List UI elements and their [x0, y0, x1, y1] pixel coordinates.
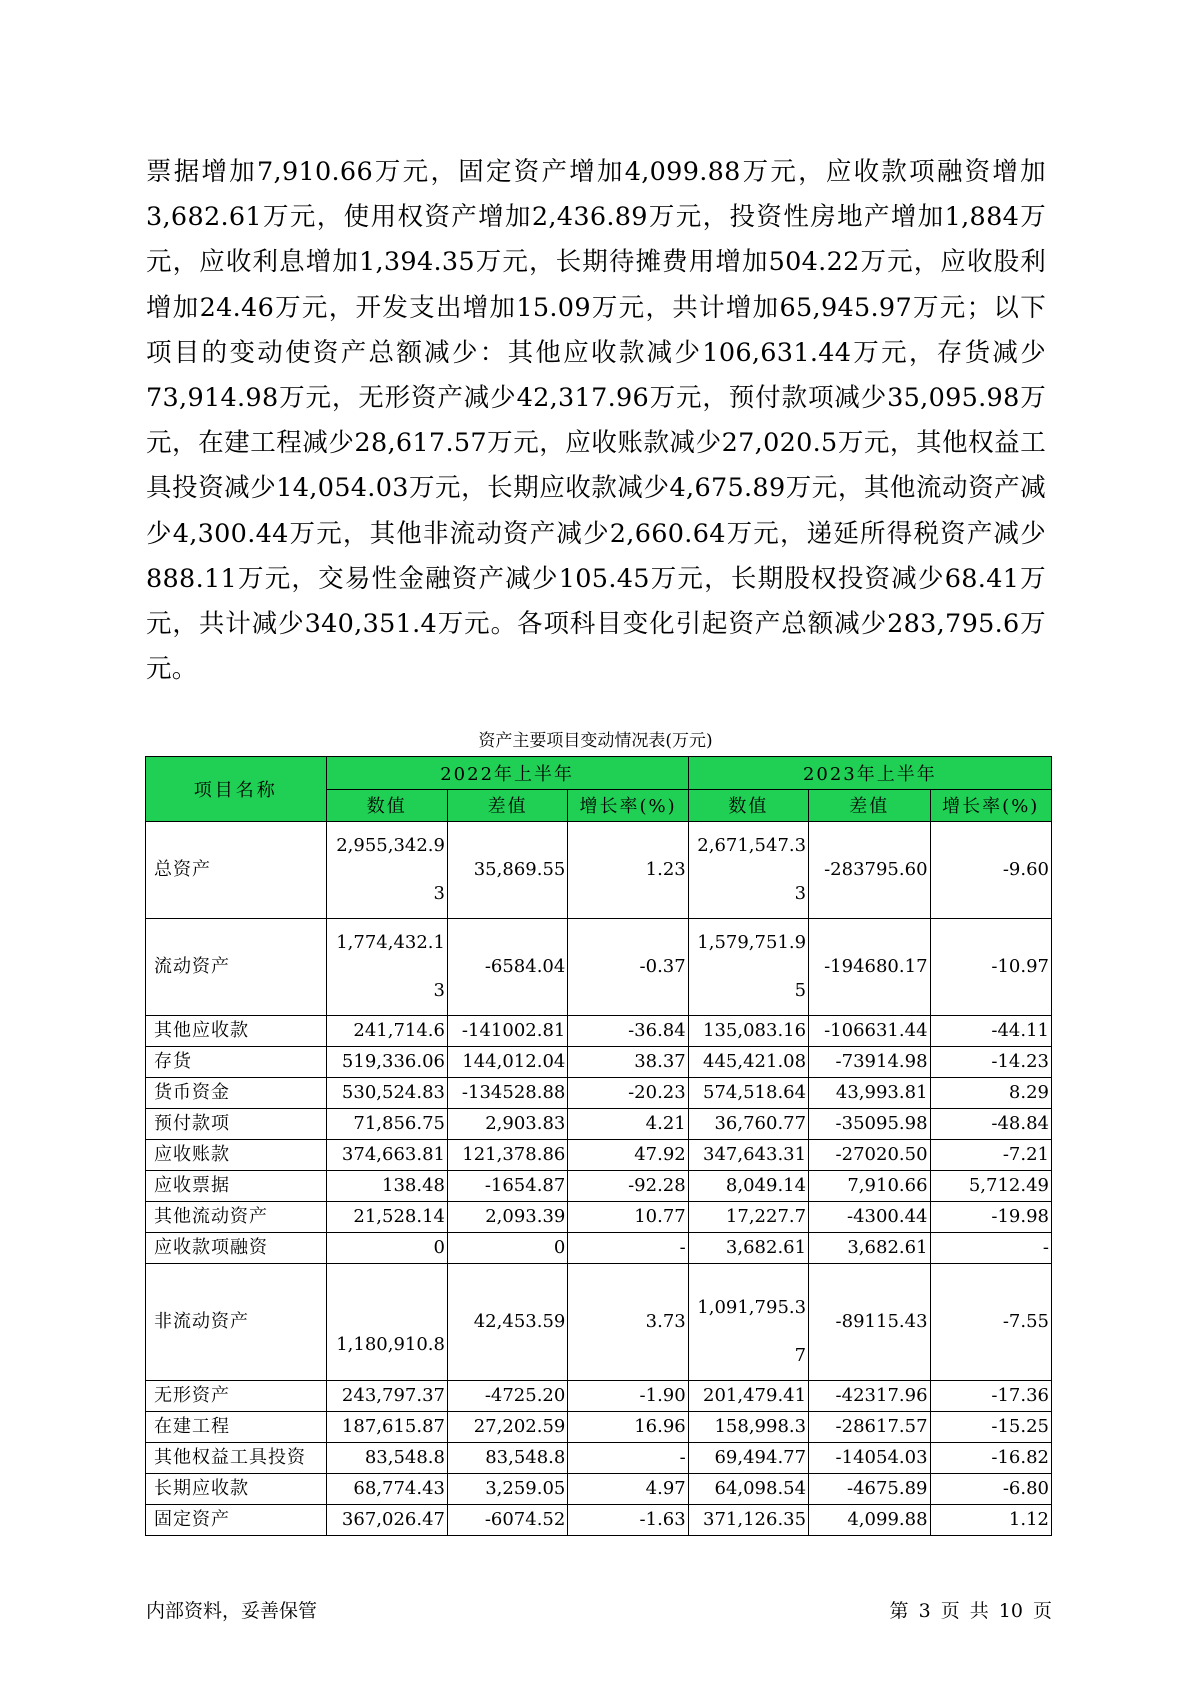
value-2023: 158,998.3: [688, 1412, 808, 1443]
growth-2023: -9.60: [930, 822, 1051, 919]
growth-2022: -0.37: [568, 919, 688, 1016]
diff-2023: -28617.57: [809, 1412, 930, 1443]
row-label: 流动资产: [146, 919, 327, 1016]
value-2022: 21,528.14: [326, 1202, 447, 1233]
diff-2022: 83,548.8: [447, 1443, 567, 1474]
value-2023: 445,421.08: [688, 1047, 808, 1078]
diff-2023: -14054.03: [809, 1443, 930, 1474]
diff-2022: 0: [447, 1233, 567, 1264]
growth-2023: -: [930, 1233, 1051, 1264]
growth-2022: -20.23: [568, 1078, 688, 1109]
growth-2022: -36.84: [568, 1016, 688, 1047]
growth-2023: -6.80: [930, 1474, 1051, 1505]
diff-2022: -141002.81: [447, 1016, 567, 1047]
header-growth: 增长率(%): [568, 789, 688, 822]
growth-2022: -: [568, 1443, 688, 1474]
table-caption: 资产主要项目变动情况表(万元): [478, 731, 713, 751]
diff-2022: 42,453.59: [447, 1264, 567, 1381]
diff-2023: -89115.43: [809, 1264, 930, 1381]
value-2023: 36,760.77: [688, 1109, 808, 1140]
value-2023: 201,479.41: [688, 1381, 808, 1412]
table-row: [146, 1140, 1052, 1171]
table-row: [146, 1381, 1052, 1412]
growth-2022: -: [568, 1233, 688, 1264]
diff-2023: -106631.44: [809, 1016, 930, 1047]
value-2022: 68,774.43: [326, 1474, 447, 1505]
value-2023: 371,126.35: [688, 1505, 808, 1536]
table-header: [146, 757, 1052, 822]
value-2022: 530,524.83: [326, 1078, 447, 1109]
growth-2023: -48.84: [930, 1109, 1051, 1140]
value-2023: 2,671,547.33: [688, 822, 808, 919]
table-row: [146, 1078, 1052, 1109]
growth-2022: 3.73: [568, 1264, 688, 1381]
growth-2022: 38.37: [568, 1047, 688, 1078]
growth-2023: 8.29: [930, 1078, 1051, 1109]
row-label: 总资产: [146, 822, 327, 919]
growth-2023: -14.23: [930, 1047, 1051, 1078]
value-2022: 1,774,432.13: [326, 919, 447, 1016]
row-label: 预付款项: [146, 1109, 327, 1140]
growth-2022: -1.90: [568, 1381, 688, 1412]
diff-2023: 3,682.61: [809, 1233, 930, 1264]
value-2022: 2,955,342.93: [326, 822, 447, 919]
table-row: [146, 1474, 1052, 1505]
row-label: 其他应收款: [146, 1016, 327, 1047]
header-period-2023: 2023年上半年: [688, 757, 1051, 790]
row-label: 长期应收款: [146, 1474, 327, 1505]
asset-change-table: [145, 756, 1052, 1536]
growth-2023: 1.12: [930, 1505, 1051, 1536]
table-row: [146, 1443, 1052, 1474]
table-row: [146, 919, 1052, 1016]
table-row: [146, 1171, 1052, 1202]
diff-2022: 35,869.55: [447, 822, 567, 919]
diff-2022: 27,202.59: [447, 1412, 567, 1443]
diff-2022: -1654.87: [447, 1171, 567, 1202]
row-label: 无形资产: [146, 1381, 327, 1412]
diff-2023: -27020.50: [809, 1140, 930, 1171]
growth-2023: -17.36: [930, 1381, 1051, 1412]
growth-2023: -7.21: [930, 1140, 1051, 1171]
diff-2023: -4300.44: [809, 1202, 930, 1233]
value-2022: 138.48: [326, 1171, 447, 1202]
growth-2022: 10.77: [568, 1202, 688, 1233]
growth-2022: 16.96: [568, 1412, 688, 1443]
header-period-2022: 2022年上半年: [326, 757, 688, 790]
header-value: 数值: [688, 789, 808, 822]
header-diff: 差值: [447, 789, 567, 822]
value-2023: 1,579,751.95: [688, 919, 808, 1016]
diff-2022: -6074.52: [447, 1505, 567, 1536]
growth-2022: -92.28: [568, 1171, 688, 1202]
diff-2023: -283795.60: [809, 822, 930, 919]
diff-2023: 4,099.88: [809, 1505, 930, 1536]
growth-2022: 47.92: [568, 1140, 688, 1171]
header-item-name: 项目名称: [146, 757, 327, 822]
diff-2022: 121,378.86: [447, 1140, 567, 1171]
diff-2022: 144,012.04: [447, 1047, 567, 1078]
row-label: 固定资产: [146, 1505, 327, 1536]
value-2022: 519,336.06: [326, 1047, 447, 1078]
growth-2023: -16.82: [930, 1443, 1051, 1474]
value-2022: 187,615.87: [326, 1412, 447, 1443]
table-row: [146, 1016, 1052, 1047]
value-2023: 1,091,795.37: [688, 1264, 808, 1381]
value-2022: 241,714.6: [326, 1016, 447, 1047]
header-diff: 差值: [809, 789, 930, 822]
diff-2023: -194680.17: [809, 919, 930, 1016]
value-2023: 8,049.14: [688, 1171, 808, 1202]
value-2022: 374,663.81: [326, 1140, 447, 1171]
growth-2023: -15.25: [930, 1412, 1051, 1443]
row-label: 应收账款: [146, 1140, 327, 1171]
row-label: 其他权益工具投资: [146, 1443, 327, 1474]
growth-2023: -10.97: [930, 919, 1051, 1016]
diff-2023: 43,993.81: [809, 1078, 930, 1109]
value-2023: 17,227.7: [688, 1202, 808, 1233]
value-2023: 135,083.16: [688, 1016, 808, 1047]
diff-2022: -134528.88: [447, 1078, 567, 1109]
table-body: [146, 822, 1052, 1536]
diff-2023: -73914.98: [809, 1047, 930, 1078]
row-label: 在建工程: [146, 1412, 327, 1443]
diff-2022: -4725.20: [447, 1381, 567, 1412]
footer-confidential-note: 内部资料，妥善保管: [146, 1600, 318, 1622]
diff-2022: 2,093.39: [447, 1202, 567, 1233]
growth-2023: 5,712.49: [930, 1171, 1051, 1202]
diff-2022: 3,259.05: [447, 1474, 567, 1505]
row-label: 应收票据: [146, 1171, 327, 1202]
table-row: [146, 1202, 1052, 1233]
value-2023: 64,098.54: [688, 1474, 808, 1505]
value-2023: 347,643.31: [688, 1140, 808, 1171]
growth-2023: -44.11: [930, 1016, 1051, 1047]
growth-2022: -1.63: [568, 1505, 688, 1536]
table-row: [146, 1109, 1052, 1140]
header-value: 数值: [326, 789, 447, 822]
diff-2023: -35095.98: [809, 1109, 930, 1140]
table-row: [146, 1412, 1052, 1443]
value-2023: 3,682.61: [688, 1233, 808, 1264]
table-row: [146, 1505, 1052, 1536]
row-label: 存货: [146, 1047, 327, 1078]
value-2022: 367,026.47: [326, 1505, 447, 1536]
value-2022: 1,180,910.8: [326, 1264, 447, 1381]
value-2023: 69,494.77: [688, 1443, 808, 1474]
growth-2023: -19.98: [930, 1202, 1051, 1233]
header-growth: 增长率(%): [930, 789, 1051, 822]
value-2022: 243,797.37: [326, 1381, 447, 1412]
row-label: 货币资金: [146, 1078, 327, 1109]
value-2022: 71,856.75: [326, 1109, 447, 1140]
diff-2022: -6584.04: [447, 919, 567, 1016]
diff-2023: -42317.96: [809, 1381, 930, 1412]
growth-2022: 4.97: [568, 1474, 688, 1505]
diff-2023: 7,910.66: [809, 1171, 930, 1202]
table-row: [146, 822, 1052, 919]
footer-page-number: 第 3 页 共 10 页: [889, 1600, 1052, 1622]
diff-2023: -4675.89: [809, 1474, 930, 1505]
growth-2022: 1.23: [568, 822, 688, 919]
growth-2022: 4.21: [568, 1109, 688, 1140]
value-2022: 83,548.8: [326, 1443, 447, 1474]
growth-2023: -7.55: [930, 1264, 1051, 1381]
table-row: [146, 1264, 1052, 1381]
row-label: 其他流动资产: [146, 1202, 327, 1233]
table-row: [146, 1233, 1052, 1264]
body-paragraph: 票据增加7,910.66万元，固定资产增加4,099.88万元，应收款项融资增加3,682.61万元，使用权资产增加2,436.89万元，投资性房地产增加1,884万元，应收利息增加1,394.35万元，长期待摊费用增加504.22万元，应收股利增加24.46万元，开发支出增加15.09万元，共计增加65,945.97万元；以下项目的变动使资产总额减少：其他应收款减少106,631.44万元，存货减少73,914.98万元，无形资产减少42,317.96万元，预付款项减少35,095.98万元，在建工程减少28,617.57万元，应收账款减少27,020.5万元，其他权益工具投资减少14,054.03万元，长期应收款减少4,675.89万元，其他流动资产减少4,300.44万元，其他非流动资产减少2,660.64万元，递延所得税资产减少888.11万元，交易性金融资产减少105.45万元，长期股权投资减少68.41万元，共计减少340,351.4万元。各项科目变化引起资产总额减少283,795.6万元。: [146, 157, 1046, 685]
diff-2022: 2,903.83: [447, 1109, 567, 1140]
row-label: 应收款项融资: [146, 1233, 327, 1264]
value-2023: 574,518.64: [688, 1078, 808, 1109]
value-2022: 0: [326, 1233, 447, 1264]
table-row: [146, 1047, 1052, 1078]
row-label: 非流动资产: [146, 1264, 327, 1381]
